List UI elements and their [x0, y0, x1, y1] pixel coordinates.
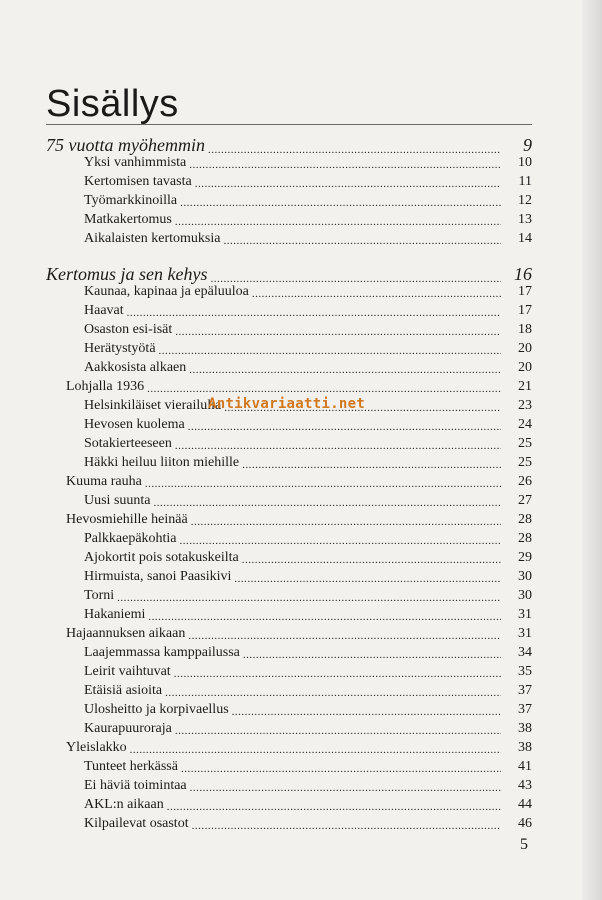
toc-entry-title: Matkakertomus: [84, 212, 172, 227]
dot-leader: [189, 159, 501, 171]
dot-leader: [165, 687, 501, 699]
toc-entry: [66, 474, 532, 490]
dot-leader: [252, 288, 501, 300]
toc-entry-page: 25: [518, 436, 532, 451]
dot-leader: [148, 611, 501, 623]
toc-entry-title: Kaunaa, kapinaa ja epäluuloa: [84, 284, 249, 299]
dot-leader: [145, 478, 501, 490]
toc-entry: [46, 264, 532, 285]
toc-entry-title: Palkkaepäkohtia: [84, 531, 177, 546]
toc-entry-page: 25: [518, 455, 532, 470]
toc-entry: [66, 740, 532, 756]
toc-entry-title: Hakaniemi: [84, 607, 146, 622]
toc-entry-title: 75 vuotta myöhemmin: [46, 135, 205, 155]
toc-entry-page: 21: [518, 379, 532, 394]
dot-leader: [191, 516, 501, 528]
toc-entry-page: 17: [518, 303, 532, 318]
toc-entry: [84, 664, 532, 680]
toc-entry-page: 38: [518, 740, 532, 755]
toc-entry-page: 41: [518, 759, 532, 774]
toc-entry-page: 34: [518, 645, 532, 660]
toc-entry-title: Ei häviä toimintaa: [84, 778, 187, 793]
toc-entry-page: 37: [518, 702, 532, 717]
dot-leader: [147, 383, 501, 395]
toc-entry: [84, 721, 532, 737]
dot-leader: [242, 459, 501, 471]
toc-entry-title: Työmarkkinoilla: [84, 193, 178, 208]
toc-entry-page: 43: [518, 778, 532, 793]
toc-entry-page: 35: [518, 664, 532, 679]
toc-entry: [84, 531, 532, 547]
toc-entry-page: 20: [518, 360, 532, 375]
toc-entry: [84, 455, 532, 471]
dot-leader: [195, 178, 501, 190]
toc-entry: [66, 626, 532, 642]
toc-entry-title: Hevosmiehille heinää: [66, 512, 188, 527]
toc-entry-page: 30: [518, 569, 532, 584]
toc-entry: [66, 379, 532, 395]
dot-leader: [189, 364, 501, 376]
dot-leader: [188, 421, 501, 433]
toc-entry-title: Ulosheitto ja korpivaellus: [84, 702, 229, 717]
watermark: Antikvariaatti.net: [208, 396, 366, 412]
toc-entry: [84, 607, 532, 623]
dot-leader: [130, 744, 501, 756]
toc-entry: [84, 702, 532, 718]
toc-entry-page: 23: [518, 398, 532, 413]
dot-leader: [159, 345, 501, 357]
toc-entry-page: 28: [518, 512, 532, 527]
toc-entry-page: 11: [518, 174, 532, 189]
toc-entry: [84, 493, 532, 509]
toc-entry: [84, 816, 532, 832]
toc-entry-title: Etäisiä asioita: [84, 683, 163, 698]
toc-entry: [84, 759, 532, 775]
toc-entry-page: 24: [518, 417, 532, 432]
toc-entry-title: Yksi vanhimmista: [84, 155, 187, 170]
toc-entry-page: 26: [518, 474, 532, 489]
toc-entry: [84, 797, 532, 813]
dot-leader: [175, 326, 501, 338]
toc-entry: [66, 512, 532, 528]
dot-leader: [154, 497, 502, 509]
dot-leader: [192, 820, 501, 832]
toc-entry: [84, 193, 532, 209]
toc-entry: [84, 322, 532, 338]
toc-entry-page: 16: [514, 264, 532, 284]
toc-entry-page: 18: [518, 322, 532, 337]
toc-entry-title: Kaurapuuroraja: [84, 721, 172, 736]
toc-entry-title: Kertomus ja sen kehys: [46, 264, 208, 284]
toc-entry-title: Osaston esi-isät: [84, 322, 173, 337]
toc-entry-page: 31: [518, 607, 532, 622]
toc-entry: [84, 778, 532, 794]
dot-leader: [181, 763, 501, 775]
toc-entry-title: Aikalaisten kertomuksia: [84, 231, 221, 246]
dot-leader: [174, 668, 501, 680]
dot-leader: [188, 630, 501, 642]
toc-entry-title: Yleislakko: [66, 740, 127, 755]
toc-entry: [84, 284, 532, 300]
toc-entry: [84, 436, 532, 452]
toc-entry-page: 14: [518, 231, 532, 246]
dot-leader: [175, 440, 501, 452]
toc-entry-title: Haavat: [84, 303, 124, 318]
toc-entry-title: Kuuma rauha: [66, 474, 142, 489]
toc-entry-title: Torni: [84, 588, 115, 603]
toc-entry-page: 30: [518, 588, 532, 603]
dot-leader: [180, 197, 501, 209]
toc-entry-title: Herätystyötä: [84, 341, 156, 356]
dot-leader: [127, 307, 501, 319]
dot-leader: [190, 782, 501, 794]
dot-leader: [234, 573, 501, 585]
toc-entry-title: Kertomisen tavasta: [84, 174, 192, 189]
toc-entry-title: Leirit vaihtuvat: [84, 664, 171, 679]
toc-entry: [84, 174, 532, 190]
toc-entry: [84, 683, 532, 699]
toc-entry-page: 31: [518, 626, 532, 641]
toc-entry: [46, 135, 532, 156]
page-title: Sisällys: [46, 83, 179, 126]
toc-entry-page: 27: [518, 493, 532, 508]
dot-leader: [232, 706, 501, 718]
toc-entry-title: Häkki heiluu liiton miehille: [84, 455, 240, 470]
toc-entry-title: Hirmuista, sanoi Paasikivi: [84, 569, 232, 584]
toc-entry-page: 9: [523, 135, 532, 155]
toc-entry: [84, 550, 532, 566]
toc-entry-page: 17: [518, 284, 532, 299]
toc-entry-page: 10: [518, 155, 532, 170]
toc-entry-page: 38: [518, 721, 532, 736]
toc-entry: [84, 212, 532, 228]
dot-leader: [223, 235, 501, 247]
toc-entry-page: 46: [518, 816, 532, 831]
toc-entry: [84, 417, 532, 433]
toc-entry: [84, 588, 532, 604]
dot-leader: [117, 592, 501, 604]
toc-entry-title: Lohjalla 1936: [66, 379, 145, 394]
dot-leader: [243, 649, 501, 661]
toc-entry: [84, 303, 532, 319]
toc-entry: [84, 155, 532, 171]
toc-entry-page: 20: [518, 341, 532, 356]
toc-entry-page: 44: [518, 797, 532, 812]
toc-entry-page: 37: [518, 683, 532, 698]
page-number: 5: [520, 836, 528, 853]
toc-entry-title: Laajemmassa kamppailussa: [84, 645, 240, 660]
toc-entry-page: 29: [518, 550, 532, 565]
toc-entry: [84, 569, 532, 585]
toc-entry-title: Tunteet herkässä: [84, 759, 178, 774]
dot-leader: [242, 554, 501, 566]
toc-entry-title: Aakkosista alkaen: [84, 360, 187, 375]
toc-entry-page: 13: [518, 212, 532, 227]
toc-entry-title: Uusi suunta: [84, 493, 151, 508]
toc-entry-title: AKL:n aikaan: [84, 797, 164, 812]
toc-entry-title: Ajokortit pois sotakuskeilta: [84, 550, 239, 565]
dot-leader: [180, 535, 501, 547]
toc-entry-title: Sotakierteeseen: [84, 436, 172, 451]
dot-leader: [167, 801, 501, 813]
toc-entry-title: Hevosen kuolema: [84, 417, 185, 432]
toc-entry-title: Hajaannuksen aikaan: [66, 626, 186, 641]
toc-entry: [84, 360, 532, 376]
toc-entry-page: 12: [518, 193, 532, 208]
toc-entry: [84, 231, 532, 247]
toc-entry-title: Helsinkiläiset vierailulla: [84, 398, 222, 413]
dot-leader: [175, 216, 501, 228]
toc-entry-page: 28: [518, 531, 532, 546]
toc-entry: [84, 341, 532, 357]
toc-entry: [84, 645, 532, 661]
toc-entry-title: Kilpailevat osastot: [84, 816, 189, 831]
dot-leader: [175, 725, 501, 737]
